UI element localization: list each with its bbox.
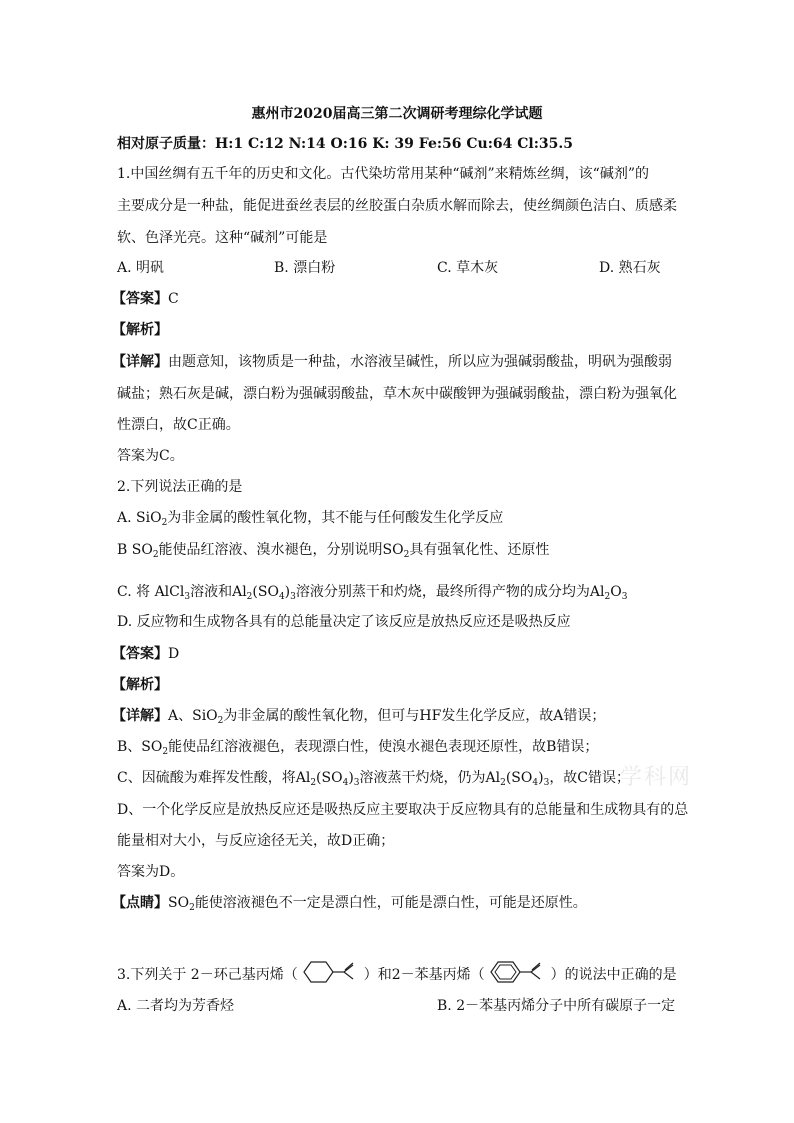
q3-stem: 3.下列关于 2－环己基丙烯（ ）和2－苯基丙烯（ ）的说法中正确的是 bbox=[117, 960, 677, 990]
answer-tag: 【答案】 bbox=[112, 291, 168, 307]
q2-key-point: 【点睛】$SO_2$能使溶液褪色不一定是漂白性，可能是漂白性，可能是还原性。 bbox=[112, 895, 587, 913]
q1-option-a: A. 明矾 bbox=[117, 260, 165, 276]
q1-analysis-tag: 【解析】 bbox=[112, 322, 168, 338]
phenyl-propene-structure bbox=[485, 960, 551, 990]
q2-final-answer: 答案为D。 bbox=[117, 864, 185, 880]
detail-tag: 【详解】 bbox=[112, 354, 168, 370]
q1-stem-line-1: 1.中国丝绸有五千年的历史和文化。古代染坊常用某种“碱剂”来精炼丝绸，该“碱剂”的 bbox=[117, 166, 649, 182]
cyclohexyl-propene-structure bbox=[298, 960, 364, 990]
q2-option-c: C. 将 AlCl$_3$溶液和$Al_2(SO_4)_3$溶液分别蒸干和灼烧，最终所得产物的成分均为$Al_2O_3$ bbox=[117, 584, 628, 602]
watermark: 学科网 bbox=[620, 765, 693, 790]
q1-detail-text-1: 由题意知，该物质是一种盐，水溶液呈碱性，所以应为强碱弱酸盐，明矾为强酸弱 bbox=[168, 354, 672, 370]
q2-stem: 2.下列说法正确的是 bbox=[117, 479, 243, 495]
q2-detail-a: 【详解】A、SiO$_2$为非金属的酸性氧化物，但可与HF发生化学反应，故A错误； bbox=[112, 708, 606, 726]
q3-option-a: A. 二者均为芳香烃 bbox=[117, 998, 235, 1014]
q2-option-a: A. SiO$_2$为非金属的酸性氧化物，其不能与任何酸发生化学反应 bbox=[117, 510, 504, 528]
q1-detail-line-3: 性漂白，故C正确。 bbox=[117, 417, 240, 433]
q3-option-b: B. 2－苯基丙烯分子中所有碳原子一定 bbox=[437, 998, 676, 1014]
q1-detail-line-1 bbox=[112, 352, 672, 372]
page-title: 惠州市2020届高三第二次调研考理综化学试题 bbox=[251, 106, 543, 122]
q1-stem-line-3: 软、色泽光亮。这种“碱剂”可能是 bbox=[117, 230, 328, 246]
q1-answer: C bbox=[168, 291, 179, 307]
q1-answer-line bbox=[112, 289, 179, 309]
q2-detail-b: B、$SO_2$能使品红溶液褪色，表现漂白性，使溴水褪色表现还原性，故B错误； bbox=[117, 739, 599, 757]
atomic-mass-line: 相对原子质量：H:1 C:12 N:14 O:16 K: 39 Fe:56 Cu:64 Cl:35.5 bbox=[117, 136, 573, 152]
q2-option-d: D. 反应物和生成物各具有的总能量决定了该反应是放热反应还是吸热反应 bbox=[117, 614, 571, 630]
q1-detail-line-2: 碱盐；熟石灰是碱，漂白粉为强碱弱酸盐，草木灰中碳酸钾为强碱弱酸盐，漂白粉为强氧化 bbox=[117, 386, 677, 402]
q1-final-answer: 答案为C。 bbox=[117, 448, 184, 464]
q2-answer: D bbox=[168, 646, 180, 662]
q1-stem-line-2: 主要成分是一种盐，能促进蚕丝表层的丝胶蛋白杂质水解而除去，使丝绸颜色洁白、质感柔 bbox=[117, 198, 677, 214]
q1-option-c: C. 草木灰 bbox=[437, 260, 499, 276]
q1-option-b: B. 漂白粉 bbox=[274, 260, 336, 276]
q1-option-d: D. 熟石灰 bbox=[599, 260, 661, 276]
q2-detail-d-line-1: D、一个化学反应是放热反应还是吸热反应主要取决于反应物具有的总能量和生成物具有的总 bbox=[117, 802, 689, 818]
q2-analysis-tag: 【解析】 bbox=[112, 677, 168, 693]
q2-answer-line: 【答案】D bbox=[112, 646, 180, 662]
q2-detail-d-line-2: 能量相对大小，与反应途径无关，故D正确； bbox=[117, 833, 395, 849]
q2-option-b: B $SO_2$能使品红溶液、溴水褪色，分别说明$SO_2$具有强氧化性、还原性 bbox=[117, 542, 550, 560]
q2-detail-c: C、因硫酸为难挥发性酸，将$Al_2(SO_4)_3$溶液蒸干灼烧，仍为$Al_2(SO_4)_3$，故C错误； bbox=[117, 770, 631, 788]
